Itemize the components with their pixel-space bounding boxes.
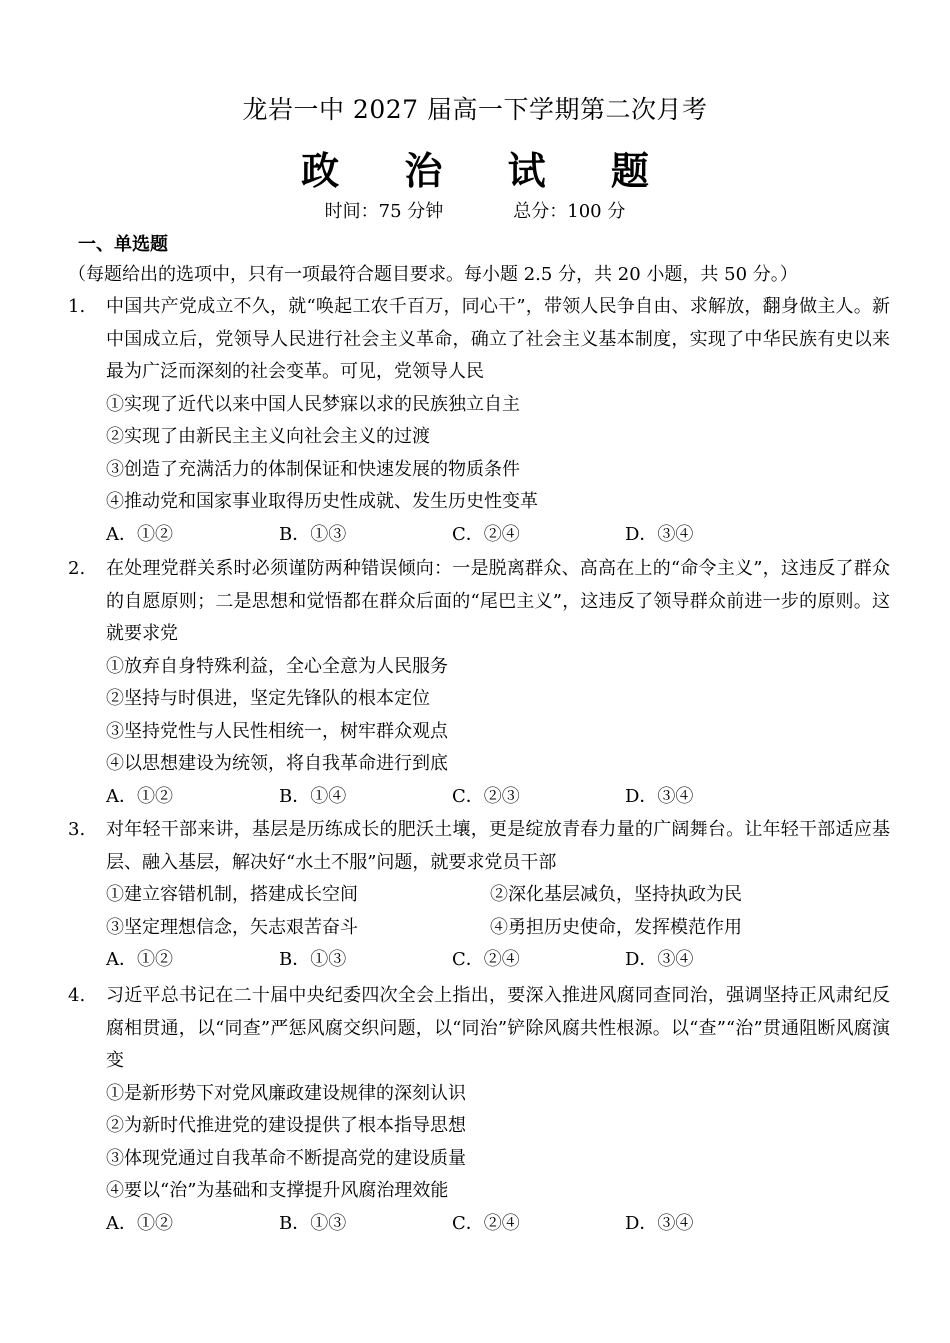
statement-option: ②实现了由新民主主义向社会主义的过渡 bbox=[106, 426, 430, 447]
statement-option: ④要以“治”为基础和支撑提升风腐治理效能 bbox=[106, 1180, 449, 1201]
statement-option: ③创造了充满活力的体制保证和快速发展的物质条件 bbox=[106, 458, 520, 480]
answer-choices bbox=[106, 519, 890, 552]
subject-title: 政 治 试 题 bbox=[301, 149, 675, 193]
answer-choice-c[interactable]: C．②③ bbox=[452, 785, 520, 807]
answer-choice-a[interactable]: A．①② bbox=[106, 949, 173, 970]
statement-option: ③体现党通过自我革命不断提高党的建设质量 bbox=[106, 1147, 466, 1169]
answer-choice-b[interactable]: B．①④ bbox=[279, 785, 347, 807]
statement-option: ①是新形势下对党风廉政建设规律的深刻认识 bbox=[106, 1082, 466, 1104]
statement-option: ④以思想建设为统领，将自我革命进行到底 bbox=[106, 753, 448, 774]
answer-choice-b[interactable]: B．①③ bbox=[279, 949, 347, 970]
answer-choice-b[interactable]: B．①③ bbox=[279, 1212, 347, 1234]
statement-option: ④推动党和国家事业取得历史性成就、发生历史性变革 bbox=[106, 491, 538, 512]
answer-choice-d[interactable]: D．③④ bbox=[625, 785, 694, 807]
answer-choices bbox=[106, 944, 890, 977]
statement-option: ③坚持党性与人民性相统一，树牢群众观点 bbox=[106, 720, 448, 742]
section-instructions bbox=[68, 230, 890, 290]
question-stem: 中国共产党成立不久，就“唤起工农千百万，同心干”，带领人民争自由、求解放，翻身做主人。新中国成立后，党领导人民进行社会主义革命，确立了社会主义基本制度，实现了中华民族有史以来最为广泛而深刻的社会变革。可见，党领导人民 bbox=[106, 296, 890, 382]
answer-choice-d[interactable]: D．③④ bbox=[625, 1212, 694, 1234]
statement-option: ①放弃自身特殊利益，全心全意为人民服务 bbox=[106, 655, 448, 677]
answer-choices bbox=[106, 1208, 890, 1241]
question-stem: 习近平总书记在二十届中央纪委四次全会上指出，要深入推进风腐同查同治，强调坚持正风肃纪反腐相贯通，以“同查”严惩风腐交织问题，以“同治”铲除风腐共性根源。以“查”“治”贯通阻断风腐演变 bbox=[106, 985, 890, 1071]
answer-choice-a[interactable]: A．①② bbox=[106, 523, 173, 545]
statement-option: ②为新时代推进党的建设提供了根本指导思想 bbox=[106, 1115, 466, 1136]
exam-meta bbox=[0, 197, 950, 223]
question-number: 4. bbox=[68, 985, 86, 1006]
question-4 bbox=[68, 980, 890, 1240]
answer-choice-d[interactable]: D．③④ bbox=[625, 523, 694, 545]
question-3 bbox=[68, 814, 890, 977]
answer-choice-d[interactable]: D．③④ bbox=[625, 949, 694, 970]
question-1 bbox=[68, 291, 890, 551]
statement-option: ④勇担历史使命，发挥模范作用 bbox=[490, 916, 742, 938]
statement-option: ②坚持与时俱进，坚定先锋队的根本定位 bbox=[106, 688, 430, 709]
section-label: 一、单选题 bbox=[78, 234, 168, 255]
question-number: 1. bbox=[68, 296, 86, 317]
answer-choices bbox=[106, 781, 890, 814]
exam-title: 龙岩一中 2027 届高一下学期第二次月考 bbox=[242, 95, 708, 124]
question-number: 3. bbox=[68, 819, 86, 840]
statement-option: ①建立容错机制，搭建成长空间 bbox=[106, 884, 358, 905]
statement-option: ③坚定理想信念，矢志艰苦奋斗 bbox=[106, 916, 358, 938]
statement-option: ②深化基层减负，坚持执政为民 bbox=[490, 884, 742, 905]
answer-choice-c[interactable]: C．②④ bbox=[452, 949, 520, 970]
question-2 bbox=[68, 553, 890, 813]
section-instruction: （每题给出的选项中，只有一项最符合题目要求。每小题 2.5 分，共 20 小题，共 50 分。） bbox=[68, 264, 798, 285]
question-stem: 在处理党群关系时必须谨防两种错误倾向：一是脱离群众、高高在上的“命令主义”，这违反了群众的自愿原则；二是思想和觉悟都在群众后面的“尾巴主义”，这违反了领导群众前进一步的原则。这就要求党 bbox=[106, 558, 890, 644]
exam-time: 时间：75 分钟 bbox=[324, 201, 444, 222]
question-stem: 对年轻干部来讲，基层是历练成长的肥沃土壤，更是绽放青春力量的广阔舞台。让年轻干部适应基层、融入基层，解决好“水土不服”问题，就要求党员干部 bbox=[106, 819, 890, 873]
exam-total-score: 总分：100 分 bbox=[513, 201, 626, 222]
answer-choice-a[interactable]: A．①② bbox=[106, 785, 173, 807]
answer-choice-c[interactable]: C．②④ bbox=[452, 523, 520, 545]
question-number: 2. bbox=[68, 558, 86, 579]
answer-choice-b[interactable]: B．①③ bbox=[279, 523, 347, 545]
answer-choice-a[interactable]: A．①② bbox=[106, 1212, 173, 1234]
statement-option: ①实现了近代以来中国人民梦寐以求的民族独立自主 bbox=[106, 393, 520, 415]
answer-choice-c[interactable]: C．②④ bbox=[452, 1212, 520, 1234]
